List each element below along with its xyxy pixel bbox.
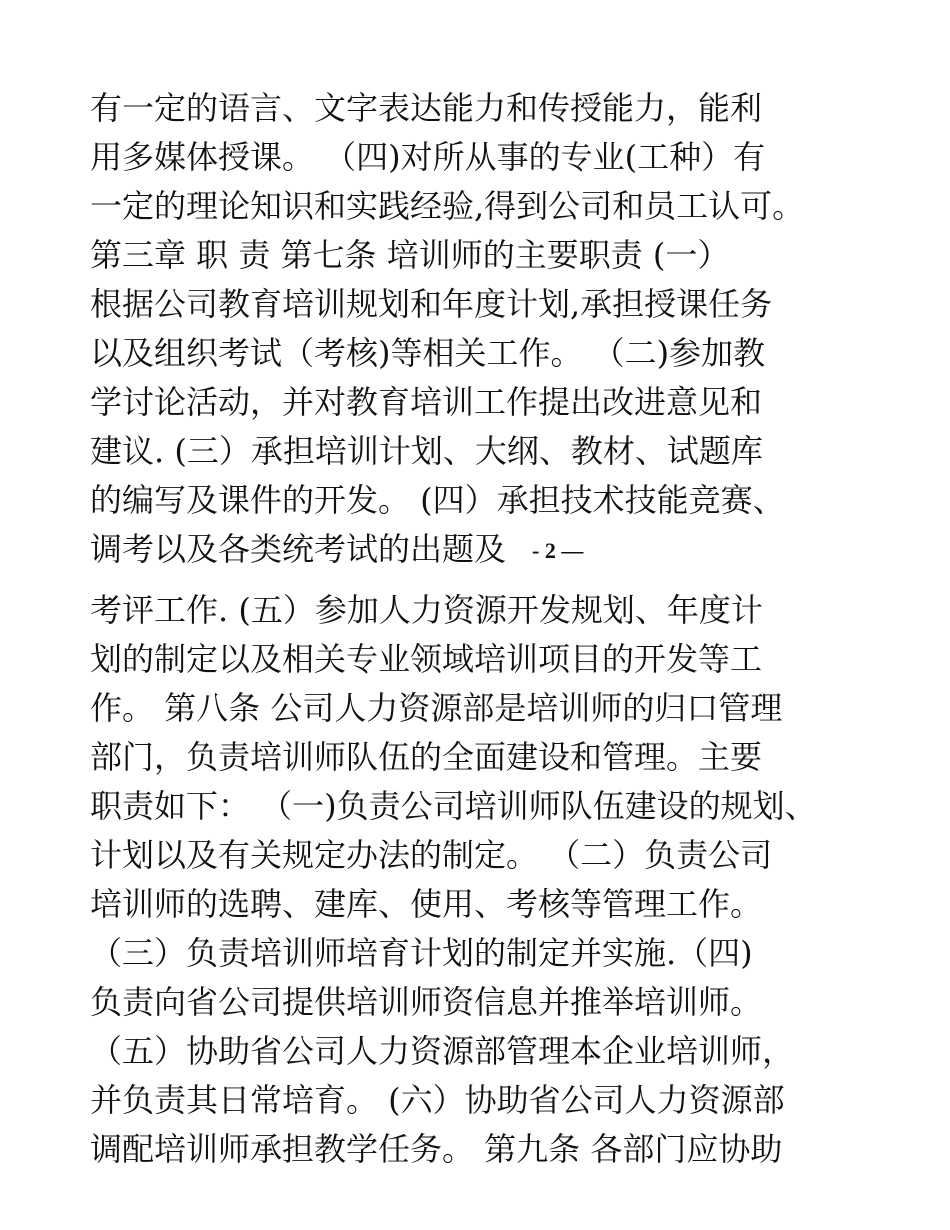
text-line: 调配培训师承担教学任务。 第九条 各部门应协助 xyxy=(90,1130,783,1168)
text-line: 有一定的语言、文字表达能力和传授能力，能利 xyxy=(90,89,763,127)
text-line: 并负责其日常培育。 (六）协助省公司人力资源部 xyxy=(90,1081,785,1119)
text-line: 计划以及有关规定办法的制定。 （二）负责公司 xyxy=(90,836,773,874)
text-line: 一定的理论知识和实践经验,得到公司和员工认可。 xyxy=(90,187,805,225)
text-line: （三）负责培训师培育计划的制定并实施.（四) xyxy=(90,934,753,972)
text-line: 划的制定以及相关专业领域培训项目的开发等工 xyxy=(90,640,763,678)
text-line: 职责如下： （一)负责公司培训师队伍建设的规划、 xyxy=(90,787,817,825)
text-line: 以及组织考试（考核)等相关工作。 （二)参加教 xyxy=(90,334,766,372)
text-line-with-page-number xyxy=(90,529,583,573)
page-number: - 2 — xyxy=(532,538,584,563)
text-line: 的编写及课件的开发。 (四）承担技术技能竞赛、 xyxy=(90,481,785,519)
text-line: 培训师的选聘、建库、使用、考核等管理工作。 xyxy=(90,885,763,923)
text-line: 建议. (三）承担培训计划、大纲、教材、试题库 xyxy=(90,432,763,470)
text-line: 第三章 职 责 第七条 培训师的主要职责 (一） xyxy=(90,236,730,274)
text-line: 部门，负责培训师队伍的全面建设和管理。主要 xyxy=(90,738,763,776)
text-fragment: 调考以及各类统考试的出题及 xyxy=(90,530,507,568)
text-line: 考评工作. (五）参加人力资源开发规划、年度计 xyxy=(90,591,763,629)
text-line: 负责向省公司提供培训师资信息并推举培训师。 xyxy=(90,983,763,1021)
text-line: 根据公司教育培训规划和年度计划,承担授课任务 xyxy=(90,285,773,323)
text-line: （五）协助省公司人力资源部管理本企业培训师， xyxy=(90,1032,795,1070)
text-line: 作。 第八条 公司人力资源部是培训师的归口管理 xyxy=(90,689,783,727)
text-line: 用多媒体授课。 （四)对所从事的专业(工种）有 xyxy=(90,138,766,176)
text-line: 学讨论活动，并对教育培训工作提出改进意见和 xyxy=(90,383,763,421)
